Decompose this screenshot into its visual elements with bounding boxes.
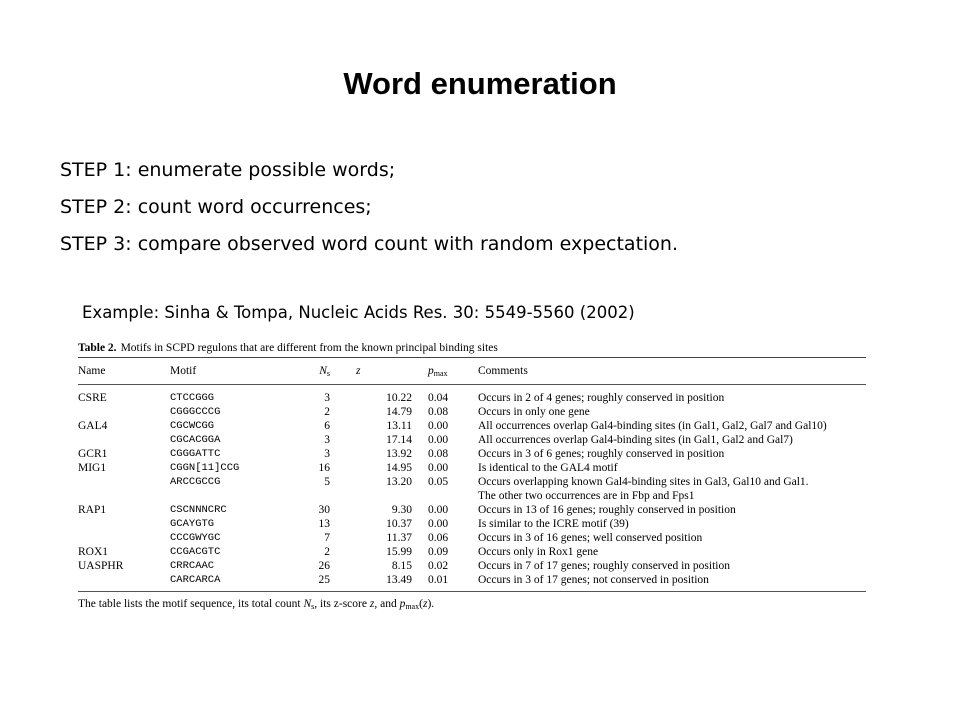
cell-gap2: [412, 405, 428, 419]
cell-gap2: [412, 447, 428, 461]
example-citation: Example: Sinha & Tompa, Nucleic Acids Res. 30: 5549-5560 (2002): [82, 303, 635, 322]
cell-z: 9.30: [391, 504, 412, 516]
table-row: [78, 573, 866, 592]
footnote-part4: (: [419, 598, 423, 610]
cell-gap2: [412, 419, 428, 433]
cell-name: CSRE: [78, 392, 107, 404]
step-3: STEP 3: compare observed word count with random expectation.: [60, 233, 679, 255]
cell-ns: 6: [324, 420, 330, 432]
cell-gap2: [412, 573, 428, 592]
cell-z: 13.92: [386, 448, 412, 460]
cell-gap: [330, 503, 356, 517]
header-gap: [330, 358, 356, 385]
table-row: [78, 489, 866, 503]
cell-name: UASPHR: [78, 560, 124, 572]
cell-gap2: [412, 433, 428, 447]
cell-pmax: [428, 489, 478, 503]
cell-gap: [330, 489, 356, 503]
table-body: [78, 385, 866, 592]
cell-pmax: 0.02: [428, 560, 449, 572]
cell-gap: [330, 385, 356, 406]
cell-name: [78, 573, 170, 592]
cell-gap: [330, 433, 356, 447]
cell-gap: [330, 559, 356, 573]
cell-pmax: 0.00: [428, 434, 449, 446]
cell-z: 17.14: [386, 434, 412, 446]
footnote-part5: z: [422, 598, 428, 610]
cell-pmax: 0.08: [428, 406, 449, 418]
footnote-part3: , and: [374, 598, 400, 610]
table-row: [78, 531, 866, 545]
cell-comment: Is similar to the ICRE motif (39): [478, 518, 629, 530]
footnote-part1: The table lists the motif sequence, its total count: [78, 598, 304, 610]
table-row: [78, 405, 866, 419]
table-label: Table 2.: [78, 342, 117, 354]
cell-comment: Occurs in 2 of 4 genes; roughly conserved in position: [478, 392, 725, 404]
cell-name: [78, 531, 170, 545]
cell-pmax: 0.06: [428, 532, 449, 544]
cell-comment: Occurs in 3 of 17 genes; not conserved in position: [478, 574, 709, 586]
table-caption: [78, 342, 866, 354]
cell-pmax: 0.00: [428, 504, 449, 516]
footnote-ns-sub: s: [311, 602, 315, 611]
footnote-ns-main: N: [303, 598, 312, 610]
cell-name: MIG1: [78, 462, 107, 474]
table-caption-text: Motifs in SCPD regulons that are different from the known principal binding sites: [120, 342, 498, 354]
cell-gap: [330, 531, 356, 545]
cell-motif: CCGACGTC: [170, 546, 221, 558]
cell-name: GCR1: [78, 448, 108, 460]
cell-z: 13.11: [386, 420, 412, 432]
cell-name: [78, 475, 170, 489]
cell-comment: Occurs in 7 of 17 genes; roughly conserved in position: [478, 560, 730, 572]
cell-gap: [330, 517, 356, 531]
cell-gap: [330, 545, 356, 559]
footnote-part2: , its z-score: [314, 598, 370, 610]
header-gap2: [412, 358, 428, 385]
table-row: [78, 475, 866, 489]
cell-motif: CGGGATTC: [170, 448, 221, 460]
cell-motif: CGGN[11]CCG: [170, 462, 240, 474]
cell-name: ROX1: [78, 546, 109, 558]
cell-pmax: 0.05: [428, 476, 449, 488]
cell-pmax: 0.00: [428, 518, 449, 530]
table-row: [78, 447, 866, 461]
cell-pmax: 0.04: [428, 392, 449, 404]
cell-gap2: [412, 385, 428, 406]
step-2: STEP 2: count word occurrences;: [60, 196, 372, 218]
steps-list: [60, 152, 678, 263]
cell-pmax: 0.00: [428, 420, 449, 432]
table-row: [78, 385, 866, 406]
cell-z: 15.99: [386, 546, 412, 558]
header-ns-main: N: [319, 364, 327, 377]
table-row: [78, 503, 866, 517]
cell-motif: CGCWCGG: [170, 420, 215, 432]
table-row: [78, 517, 866, 531]
cell-comment: Occurs in 13 of 16 genes; roughly conserved in position: [478, 504, 736, 516]
cell-motif: [170, 489, 288, 503]
table-footnote: [78, 598, 866, 611]
cell-comment: Occurs in 3 of 16 genes; well conserved position: [478, 532, 703, 544]
cell-z: 13.20: [386, 476, 412, 488]
cell-name: GAL4: [78, 420, 108, 432]
cell-ns: 13: [318, 518, 330, 530]
cell-z: 11.37: [386, 532, 412, 544]
cell-ns: 16: [318, 462, 330, 474]
footnote-z: z: [369, 598, 375, 610]
table-row: [78, 419, 866, 433]
cell-motif: CARCARCA: [170, 574, 221, 586]
motif-table: [78, 357, 866, 592]
cell-comment: Occurs in 3 of 6 genes; roughly conserved in position: [478, 448, 725, 460]
cell-name: [78, 405, 170, 419]
header-motif: Motif: [170, 358, 288, 385]
header-ns-sub: s: [326, 368, 330, 378]
cell-ns: 2: [324, 406, 330, 418]
header-z-text: z: [356, 365, 361, 377]
cell-comment: Occurs overlapping known Gal4-binding sites in Gal3, Gal10 and Gal1.: [478, 476, 809, 488]
cell-gap: [330, 475, 356, 489]
footnote-p-sub: max: [405, 602, 420, 611]
cell-gap2: [412, 545, 428, 559]
cell-pmax: 0.09: [428, 546, 449, 558]
cell-motif: CRRCAAC: [170, 560, 215, 572]
cell-ns: [288, 489, 330, 503]
cell-motif: CGCACGGA: [170, 434, 221, 446]
cell-comment: All occurrences overlap Gal4-binding sites (in Gal1, Gal2 and Gal7): [478, 434, 793, 446]
cell-ns: 30: [318, 504, 330, 516]
header-comments: Comments: [478, 358, 866, 385]
cell-name: RAP1: [78, 504, 107, 516]
cell-gap: [330, 461, 356, 475]
cell-comment: Occurs only in Rox1 gene: [478, 546, 599, 558]
cell-pmax: 0.01: [428, 574, 449, 586]
header-z: [356, 358, 412, 385]
cell-z: [356, 489, 412, 503]
cell-pmax: 0.08: [428, 448, 449, 460]
header-ns: [288, 358, 330, 385]
header-p-sub: max: [433, 368, 448, 378]
cell-comment: Is identical to the GAL4 motif: [478, 462, 618, 474]
cell-gap2: [412, 475, 428, 489]
cell-motif: CCCGWYGC: [170, 532, 221, 544]
cell-z: 8.15: [391, 560, 412, 572]
cell-name: [78, 517, 170, 531]
table-header-row: [78, 358, 866, 385]
cell-ns: 3: [324, 434, 330, 446]
cell-z: 14.79: [386, 406, 412, 418]
cell-comment: Occurs in only one gene: [478, 406, 590, 418]
table-row: [78, 461, 866, 475]
cell-gap2: [412, 517, 428, 531]
cell-gap2: [412, 461, 428, 475]
cell-motif: ARCCGCCG: [170, 476, 221, 488]
cell-gap: [330, 573, 356, 592]
header-p-main: p: [428, 364, 434, 377]
table-row: [78, 433, 866, 447]
cell-ns: 5: [324, 476, 330, 488]
cell-ns: 3: [324, 448, 330, 460]
table-row: [78, 545, 866, 559]
cell-gap: [330, 419, 356, 433]
cell-gap2: [412, 489, 428, 503]
cell-gap2: [412, 559, 428, 573]
step-1: STEP 1: enumerate possible words;: [60, 159, 396, 181]
cell-pmax: 0.00: [428, 462, 449, 474]
cell-comment: The other two occurrences are in Fbp and Fps1: [478, 490, 695, 502]
cell-comment: All occurrences overlap Gal4-binding sites (in Gal1, Gal2, Gal7 and Gal10): [478, 420, 827, 432]
cell-ns: 2: [324, 546, 330, 558]
footnote-part6: ).: [427, 598, 435, 610]
cell-gap: [330, 405, 356, 419]
cell-ns: 7: [324, 532, 330, 544]
cell-z: 14.95: [386, 462, 412, 474]
cell-z: 13.49: [386, 574, 412, 586]
cell-z: 10.37: [386, 518, 412, 530]
cell-ns: 26: [318, 560, 330, 572]
cell-motif: CGGGCCCG: [170, 406, 221, 418]
cell-motif: CTCCGGG: [170, 392, 215, 404]
cell-motif: GCAYGTG: [170, 518, 215, 530]
cell-gap2: [412, 531, 428, 545]
cell-gap2: [412, 503, 428, 517]
cell-name: [78, 489, 170, 503]
cell-ns: 25: [318, 574, 330, 586]
cell-name: [78, 433, 170, 447]
header-name: Name: [78, 358, 170, 385]
slide-title: Word enumeration: [343, 66, 617, 101]
header-pmax: [428, 358, 478, 385]
cell-gap: [330, 447, 356, 461]
cell-z: 10.22: [386, 392, 412, 404]
cell-ns: 3: [324, 392, 330, 404]
table-row: [78, 559, 866, 573]
cell-motif: CSCNNNCRC: [170, 504, 227, 516]
table-figure: [78, 342, 866, 611]
footnote-p-main: p: [399, 598, 406, 610]
